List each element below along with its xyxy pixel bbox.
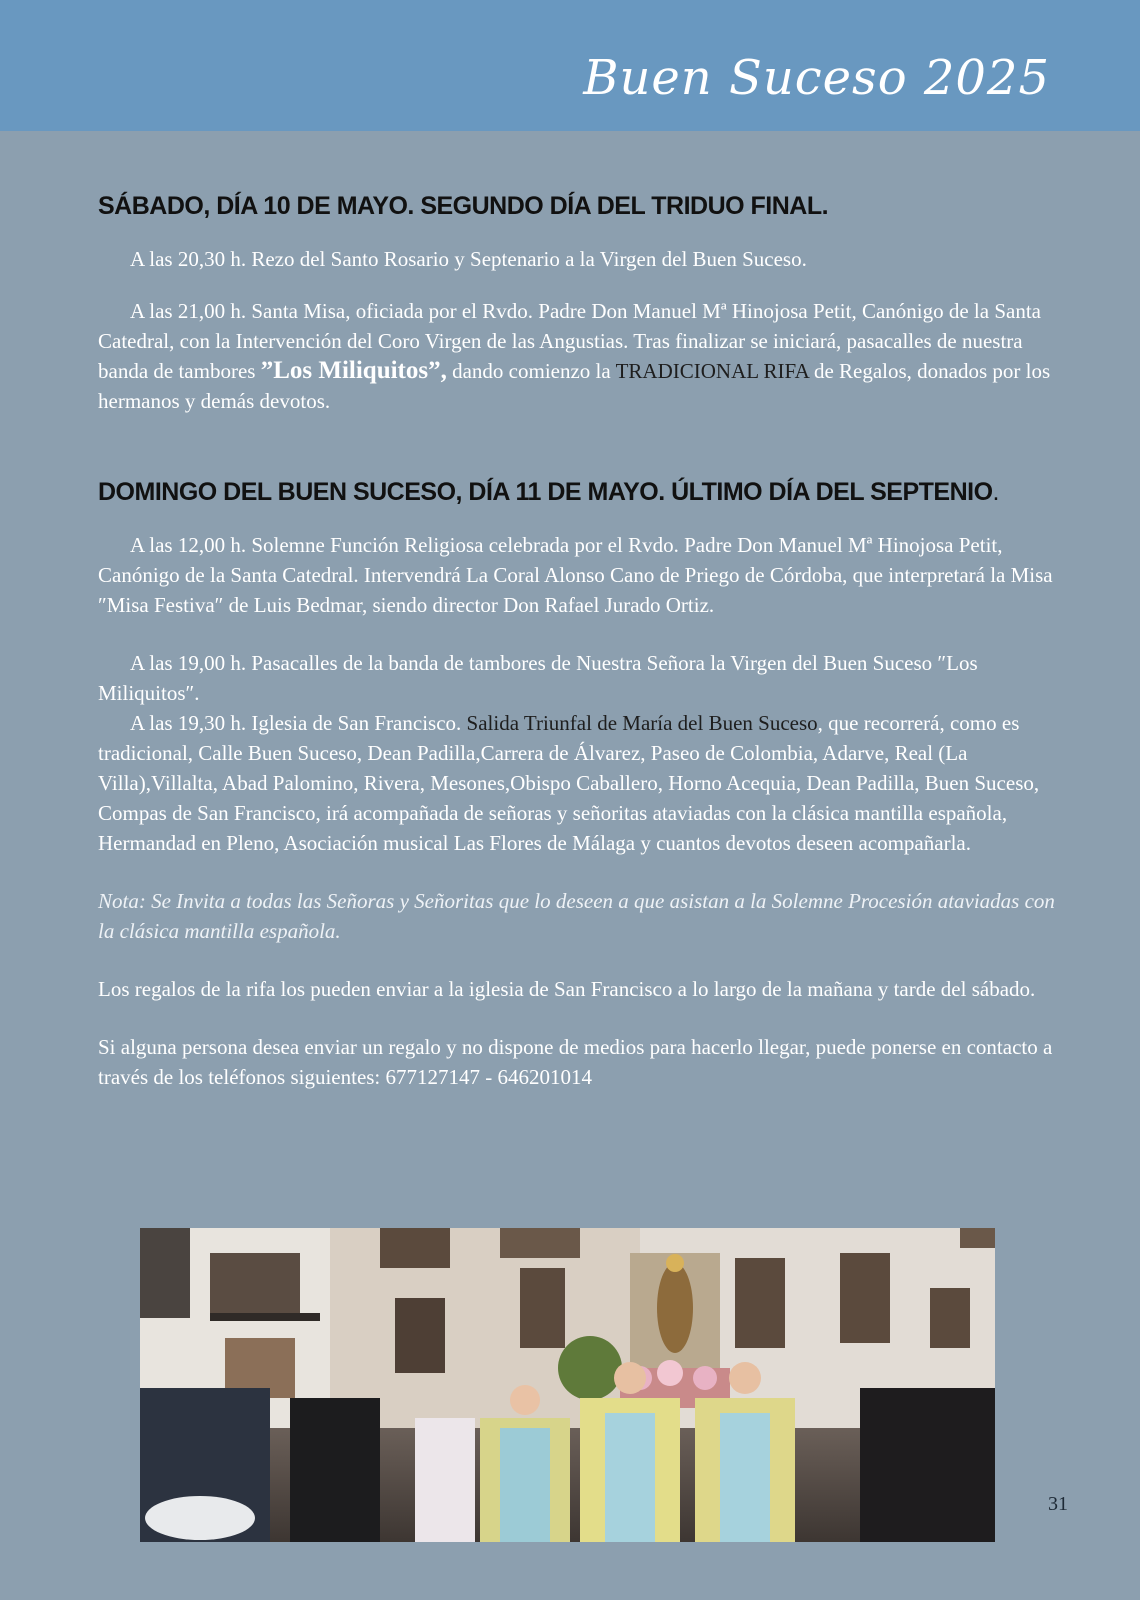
raffle-label: TRADICIONAL RIFA [615,359,809,383]
procession-paragraph [98,708,1068,858]
header-band [0,0,1140,131]
saturday-heading: SÁBADO, DÍA 10 DE MAYO. SEGUNDO DÍA DEL TRIDUO FINAL. [98,192,829,220]
header-title: Buen Suceso 2025 [583,50,1050,106]
mass-text-3: de Regalos, donados por los hermanos y demás devotos. [98,359,1051,413]
band-name: ”Los Miliquitos”, [260,357,447,384]
page-content [98,190,1068,1092]
procession-text: A las 19,30 h. Iglesia de San Francisco. [130,711,467,735]
procession-route: , que recorrerá, como es tradicional, Calle Buen Suceso, Dean Padilla,Carrera de Álvarez, Paseo de Colombia, Adarve, Real (La Villa),Villalta, Abad Palomino, Rivera, Mesones,Obispo Caballero, Horno Acequia, Dean Padilla, Buen Suceso, Compas de San Francisco, irá acompañada de señoras y señoritas ataviadas con la clásica mantilla española, Hermandad en Pleno, Asociación musical Las Flores de Málaga y cuantos devotos deseen acompañarla. [98,711,1040,855]
sunday-heading [98,476,1068,508]
sunday-heading-dot: . [992,478,999,506]
page-number: 31 [1048,1493,1068,1515]
sunday-heading-text: DOMINGO DEL BUEN SUCESO, DÍA 11 DE MAYO. ÚLTIMO DÍA DEL SEPTENIO [98,478,993,506]
contact-paragraph: Si alguna persona desea enviar un regalo y no dispone de medios para hacerlo llegar, puede ponerse en contacto a través de los teléfonos siguientes: 677127147 - 646201014 [98,1035,1053,1089]
parade-paragraph: A las 19,00 h. Pasacalles de la banda de tambores de Nuestra Señora la Virgen del Buen Suceso ″Los Miliquitos″. [98,651,978,705]
mass-paragraph [98,296,1068,416]
gifts-paragraph: Los regalos de la rifa los pueden enviar a la iglesia de San Francisco a lo largo de la mañana y tarde del sábado. [98,977,1036,1001]
function-paragraph: A las 12,00 h. Solemne Función Religiosa celebrada por el Rvdo. Padre Don Manuel Mª Hinojosa Petit, Canónigo de la Santa Catedral. Intervendrá La Coral Alonso Cano de Priego de Córdoba, que interpretará la Misa ″Misa Festiva″ de Luis Bedmar, siendo director Don Rafael Jurado Ortiz. [98,533,1053,617]
mass-text: A las 21,00 h. Santa Misa, oficiada por el Rvdo. Padre Don Manuel Mª Hinojosa Petit, Canónigo de la Santa Catedral, con la Intervención del Coro Virgen de las Angustias. Tras finalizar se iniciará, pasacalles de nuestra banda de tambores [98,299,1041,383]
note-paragraph: Nota: Se Invita a todas las Señoras y Señoritas que lo deseen a que asistan a la Solemne Procesión ataviadas con la clásica mantilla española. [98,889,1055,943]
triumphal-exit: Salida Triunfal de María del Buen Suceso [466,711,818,735]
mass-text-2: dando comienzo la [446,359,616,383]
rosary-paragraph: A las 20,30 h. Rezo del Santo Rosario y Septenario a la Virgen del Buen Suceso. [130,247,807,271]
procession-photo [140,1228,995,1542]
